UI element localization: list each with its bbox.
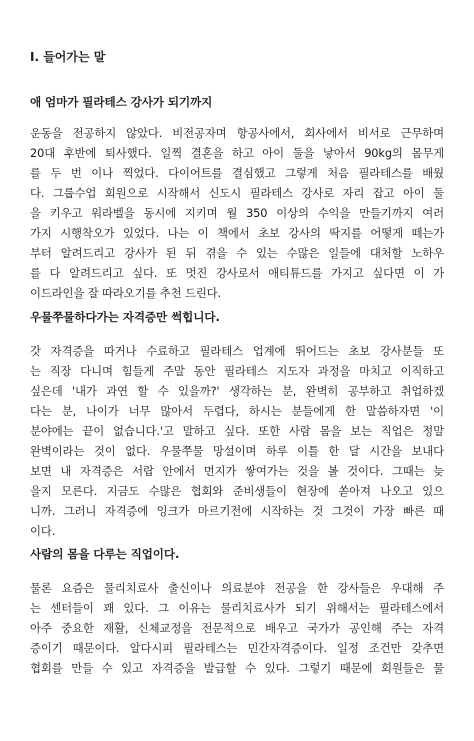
paragraph-line: 갓 자격증을 따거나 수료하고 필라테스 업계에 뛰어드는 초보 강사분들 또 xyxy=(30,344,444,358)
paragraph-line: 싶은데 '내가 과연 할 수 있을까?' 생각하는 분, 완벽히 공부하고 취업하겠 xyxy=(30,384,444,398)
heading-dont-hesitate: 우물쭈물하다가는 자격증만 썩힙니다. xyxy=(30,310,220,324)
paragraph-handling-bodies xyxy=(30,578,444,678)
paragraph-line: 를 두 번 이나 찍었다. 다이어트를 결심했고 그렇게 처음 필라테스를 배웠 xyxy=(30,166,444,180)
paragraph-line: 는 센터들이 꽤 있다. 그 이유는 물리치료사가 되기 위해서는 필라테스에서 xyxy=(30,601,444,615)
paragraph-line: 을 키우고 워라벨을 동시에 지키며 월 350 이상의 수익을 만들기까지 여러 xyxy=(30,206,444,220)
paragraph-becoming-instructor xyxy=(30,123,444,303)
paragraph-line: 협회를 만들 수 있고 자격증을 발급할 수 있다. 그렇기 때문에 회원들은 물 xyxy=(30,661,444,675)
paragraph-line: 완벽이라는 것이 없다. 우물쭈물 망설이며 하루 이틀 한 달 시간을 보내다 xyxy=(30,444,444,458)
heading-becoming-instructor: 애 엄마가 필라테스 강사가 되기까지 xyxy=(30,95,213,109)
paragraph-line: 는 직장 다니며 힘들게 주말 동안 필라테스 지도자 과정을 마치고 이직하고 xyxy=(30,364,444,378)
paragraph-line: 이다. xyxy=(30,524,56,538)
paragraph-line: 물론 요즘은 물리치료사 출신이나 의료분야 전공을 한 강사들은 우대해 주 xyxy=(30,581,444,595)
paragraph-line: 니까. 그러니 자격증에 잉크가 마르기전에 시작하는 것 그것이 가장 빠른 때 xyxy=(30,504,444,518)
paragraph-line: 보면 내 자격증은 서랍 안에서 먼지가 쌓여가는 것을 볼 것이다. 그때는 늦 xyxy=(30,464,444,478)
paragraph-line: 이드라인을 잘 따라오기를 추천 드린다. xyxy=(30,286,222,300)
section-title: Ⅰ. 들어가는 말 xyxy=(30,50,106,64)
paragraph-line: 다. 그룹수업 회원으로 시작해서 신도시 필라테스 강사로 자리 잡고 아이 둘 xyxy=(30,186,444,200)
paragraph-line: 를 다 알려드리고 싶다. 또 멋진 강사로서 애티튜드를 가지고 싶다면 이 가 xyxy=(30,266,444,280)
paragraph-line: 아주 중요한 재활, 신체교정을 전문적으로 배우고 국가가 공인해 주는 자격 xyxy=(30,621,444,635)
paragraph-line: 운동을 전공하지 않았다. 비전공자며 항공사에서, 회사에서 비서로 근무하며 xyxy=(30,126,444,140)
paragraph-line: 을지 모른다. 지금도 수많은 협회와 준비생들이 현장에 쏟아져 나오고 있으 xyxy=(30,484,444,498)
paragraph-line: 증이기 때문이다. 알다시피 필라테스는 민간자격증이다. 일정 조건만 갖추면 xyxy=(30,641,444,655)
paragraph-line: 분야에는 끝이 없습니다.'고 말하고 싶다. 또한 사람 몸을 보는 직업은 정말 xyxy=(30,424,444,438)
paragraph-line: 가지 시행착오가 있었다. 나는 이 책에서 초보 강사의 딱지를 어떻게 떼는가 xyxy=(30,226,444,240)
paragraph-line: 부터 알려드리고 강사가 된 뒤 겪을 수 있는 수많은 일들에 대처할 노하우 xyxy=(30,246,444,260)
paragraph-line: 다는 분, 나이가 너무 많아서 두렵다, 하시는 분들에게 한 말씀하자면 '이 xyxy=(30,404,444,418)
heading-handling-bodies: 사람의 몸을 다루는 직업이다. xyxy=(30,547,180,561)
paragraph-line: 20대 후반에 퇴사했다. 일찍 결혼을 하고 아이 둘을 낳아서 90kg의 몸무게 xyxy=(30,146,444,160)
paragraph-dont-hesitate xyxy=(30,341,444,541)
